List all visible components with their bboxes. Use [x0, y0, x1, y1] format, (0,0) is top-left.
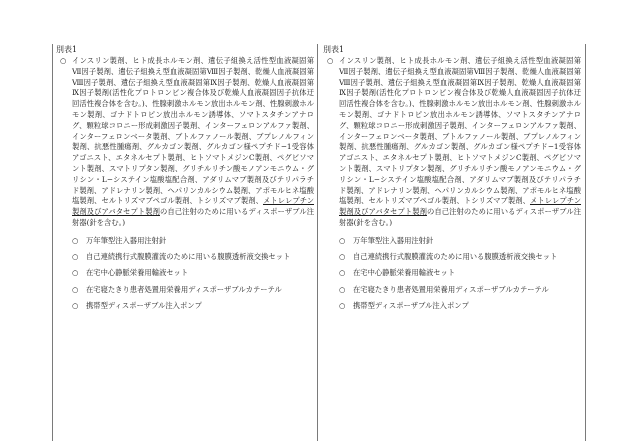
list-item-text: 万年筆型注入器用注射針: [86, 235, 167, 245]
list-item: [323, 285, 581, 296]
main-text-b: の自己注射のために用いるディスポーザブル注射器(針を含む。): [72, 207, 315, 227]
bullet-icon: ○: [339, 300, 346, 310]
list-item-text: 自己連続携行式腹膜灌流のために用いる腹膜透析液交換セット: [353, 252, 558, 262]
main-item-text: [72, 56, 314, 229]
bullet-icon: ○: [339, 268, 346, 278]
bullet-icon: ○: [72, 235, 79, 245]
list-item-text: 在宅中心静脈栄養用輸液セット: [86, 268, 189, 278]
list-item: [323, 301, 581, 312]
bullet-icon: ○: [339, 235, 346, 245]
list-item-text: 万年筆型注入器用注射針: [353, 235, 434, 245]
list-item: [56, 268, 314, 279]
main-item: [56, 56, 314, 229]
column-left: [56, 44, 314, 317]
main-text-underlined: メトレレプチン製剤及びアバタセプト製剤: [72, 196, 315, 217]
main-text-a: インスリン製剤、ヒト成長ホルモン剤、遺伝子組換え活性型血液凝固第Ⅶ因子製剤、遺伝子組換え型血液凝固第Ⅷ因子製剤、乾燥人血液凝固第Ⅷ因子製剤、遺伝子組換え型血液凝固第Ⅸ因子製剤、乾燥人血液凝固第Ⅸ因子製剤(活性化プロトロンビン複合体及び乾燥人血液凝固因子抗体迂回活性複合体を含む。)、性腺刺激ホルモン放出ホルモン剤、性腺刺激ホルモン製剤、ゴナドトロピン放出ホルモン誘導体、ソマトスタチンアナログ、顆粒球コロニー形成刺激因子製剤、インターフェロンアルファ製剤、インターフェロンベータ製剤、ブトルファノール製剤、ブプレノルフィン製剤、抗悪性腫瘍剤、グルカゴン製剤、グルカゴン様ペプチド−1受容体アゴニスト、エタネルセプト製剤、ヒトソマトメジンC製剤、ペグビソマント製剤、スマトリプタン製剤、グリチルリチン酸モノアンモニウム・グリシン・L−システイン塩酸塩配合剤、アダリムマブ製剤及びテリパラチド製剤、アドレナリン製剤、ヘパリンカルシウム製剤、アポモルヒネ塩酸塩製剤、セルトリズマブペゴル製剤、トシリズマブ製剤、: [339, 56, 581, 206]
bullet-icon: ○: [339, 252, 346, 262]
appendix-heading: 別表1: [323, 45, 345, 54]
list-item: [56, 252, 314, 263]
list-item: [323, 268, 581, 279]
bullet-icon: ○: [72, 252, 79, 262]
bullet-icon: ○: [72, 268, 79, 278]
item-list: [56, 236, 314, 312]
list-item: [323, 252, 581, 263]
list-item: [56, 236, 314, 247]
list-item-text: 携帯型ディスポーザブル注入ポンプ: [353, 300, 469, 310]
list-item-text: 在宅寝たきり患者処置用栄養用ディスポーザブルカテーテル: [86, 284, 282, 294]
list-item: [323, 236, 581, 247]
main-text-b: の自己注射のために用いるディスポーザブル注射器(針を含む。): [339, 207, 582, 227]
column-divider: [317, 44, 318, 441]
list-item-text: 在宅寝たきり患者処置用栄養用ディスポーザブルカテーテル: [353, 284, 549, 294]
main-text-underlined: メトレレプチン製剤及びアバタセプト製剤: [339, 196, 582, 217]
main-item: [323, 56, 581, 229]
column-right: [323, 44, 581, 317]
bullet-icon: ○: [327, 56, 334, 65]
bullet-icon: ○: [72, 300, 79, 310]
appendix-heading: 別表1: [56, 45, 78, 54]
item-list: [323, 236, 581, 312]
bullet-icon: ○: [60, 56, 67, 65]
bullet-icon: ○: [339, 284, 346, 294]
list-item: [56, 301, 314, 312]
list-item-text: 携帯型ディスポーザブル注入ポンプ: [86, 300, 202, 310]
list-item: [56, 285, 314, 296]
list-item-text: 在宅中心静脈栄養用輸液セット: [353, 268, 456, 278]
list-item-text: 自己連続携行式腹膜灌流のために用いる腹膜透析液交換セット: [86, 252, 291, 262]
main-item-text: [339, 56, 581, 229]
bullet-icon: ○: [72, 284, 79, 294]
main-text-a: インスリン製剤、ヒト成長ホルモン剤、遺伝子組換え活性型血液凝固第Ⅶ因子製剤、遺伝子組換え型血液凝固第Ⅷ因子製剤、乾燥人血液凝固第Ⅷ因子製剤、遺伝子組換え型血液凝固第Ⅸ因子製剤、乾燥人血液凝固第Ⅸ因子製剤(活性化プロトロンビン複合体及び乾燥人血液凝固因子抗体迂回活性複合体を含む。)、性腺刺激ホルモン放出ホルモン剤、性腺刺激ホルモン製剤、ゴナドトロピン放出ホルモン誘導体、ソマトスタチンアナログ、顆粒球コロニー形成刺激因子製剤、インターフェロンアルファ製剤、インターフェロンベータ製剤、ブトルファノール製剤、ブプレノルフィン製剤、抗悪性腫瘍剤、グルカゴン製剤、グルカゴン様ペプチド−1受容体アゴニスト、エタネルセプト製剤、ヒトソマトメジンC製剤、ペグビソマント製剤、スマトリプタン製剤、グリチルリチン酸モノアンモニウム・グリシン・L−システイン塩酸塩配合剤、アダリムマブ製剤及びテリパラチド製剤、アドレナリン製剤、ヘパリンカルシウム製剤、アポモルヒネ塩酸塩製剤、セルトリズマブペゴル製剤、トシリズマブ製剤、: [72, 56, 314, 206]
